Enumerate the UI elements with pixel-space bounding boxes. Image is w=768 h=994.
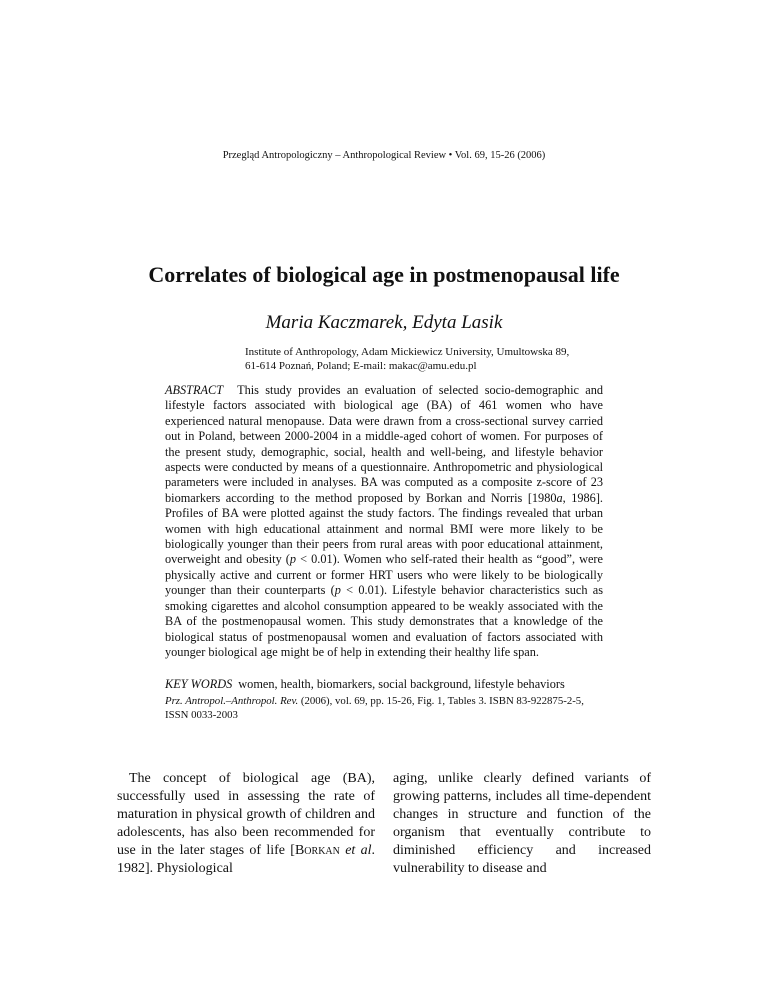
abstract-text-part-3: < 0.01). Women who self-rated their health as “good”, were physically active and current or former HRT users who were likely to be biologically younger than their counterparts ( [165,552,603,598]
body-left-author: Borkan [294,843,340,858]
body-column-right: aging, unlike clearly defined variants of growing patterns, includes all time-dependent changes in structure and function of the organism that eventually contribute to diminished efficiency and increased vulnerability to disease and [393,771,651,876]
body-left-text-2: . 1982]. Physiological [117,843,376,876]
citation [165,694,603,722]
keywords-text: women, health, biomarkers, social background, lifestyle behaviors [238,677,565,691]
citation-details: (2006), vol. 69, pp. 15-26, Fig. 1, Tables 3. ISBN 83-922875-2-5, ISSN 0033-2003 [165,695,584,721]
abstract-p-value-2: p [334,583,341,598]
abstract-p-value-1: p [289,552,297,567]
abstract-text-part-2: , 1986]. Profiles of BA were plotted against the study factors. The findings revealed that urban women with high educational attainment and normal BMI were more likely to be biologically younger than their peers from rural areas with poor educational attainment, overweight and obesity ( [165,490,603,567]
affiliation [245,345,585,373]
abstract-citation-suffix: a [556,490,563,505]
article-title: Correlates of biological age in postmenopausal life [148,262,620,287]
author-list: Maria Kaczmarek, Edyta Lasik [265,312,503,333]
abstract-text-part-4: < 0.01). Lifestyle behavior characteristics such as smoking cigarettes and alcohol consumption appeared to be weakly associated with the BA of the postmenopausal women. This study demonstrates that a knowledge of the biological status of postmenopausal women and evaluation of factors associated with younger biological age might be of help in extending their healthy life span. [165,583,604,659]
keywords-label: KEY WORDS [165,677,233,691]
abstract-text-part-1: This study provides an evaluation of selected socio-demographic and lifestyle factors associated with biological age (BA) of 461 women who have experienced natural menopause. Data were drawn from a cross-sectional survey carried out in Poland, between 2000-2004 in a middle-aged cohort of women. For purposes of the present study, demographic, social, health and well-being, and lifestyle behavior aspects were conducted by means of a questionnaire. Anthropometric and physiological parameters were included in analyses. BA was computed as a composite z-score of 23 biomarkers according to the method proposed by Borkan and Norris [1980 [165,383,603,505]
abstract-label: ABSTRACT [165,383,224,397]
abstract [165,383,603,660]
body-left-text-1: The concept of biological age (BA), successfully used in assessing the rate of maturation in physical growth of children and adolescents, has also been recommended for use in the later stages of life [ [117,771,375,858]
body-left-etal: et al [345,843,372,858]
affiliation-line-2: 61-614 Poznań, Poland; E-mail: makac@amu.edu.pl [245,360,477,372]
running-header: Przegląd Antropologiczny – Anthropological Review • Vol. 69, 15-26 (2006) [222,150,546,161]
keywords [165,677,603,692]
affiliation-line-1: Institute of Anthropology, Adam Mickiewicz University, Umultowska 89, [245,346,570,358]
citation-journal: Prz. Antropol.–Anthropol. Rev. [165,695,299,707]
body-column-left [117,770,375,878]
